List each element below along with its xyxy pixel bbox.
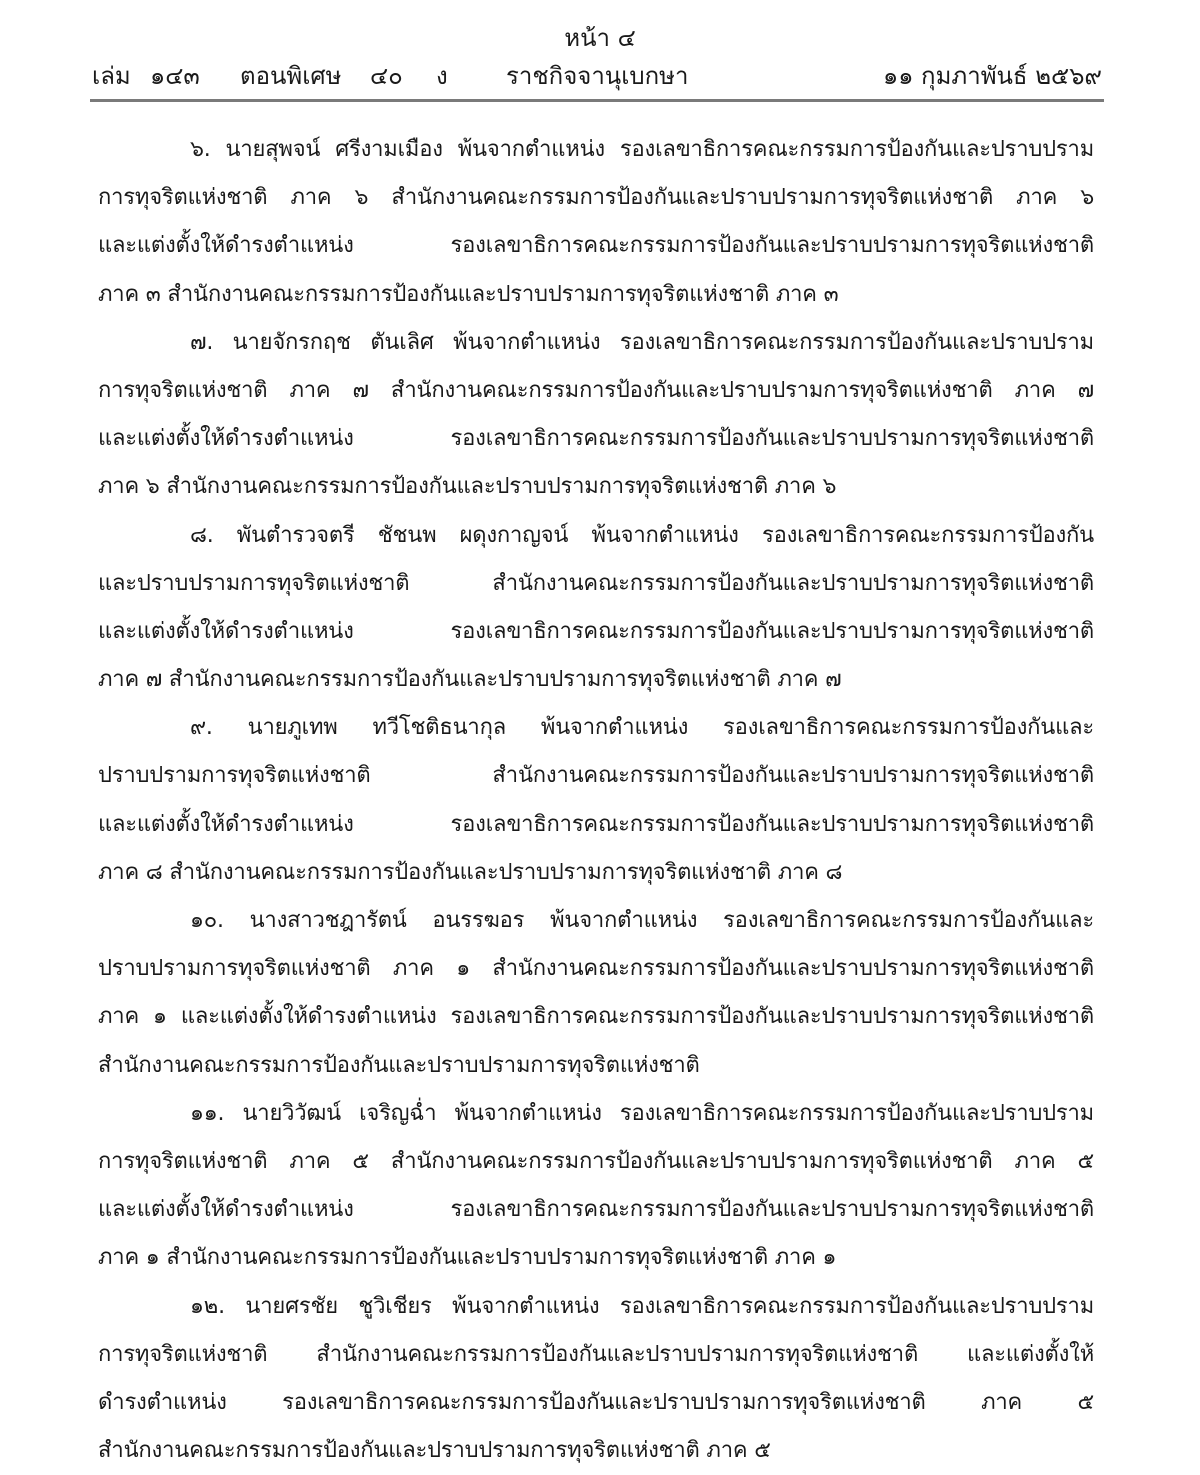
paragraph-line: ปราบปรามการทุจริตแห่งชาติ สำนักงานคณะกรรมการป้องกันและปราบปรามการทุจริตแห่งชาติ (98, 752, 1094, 800)
paragraph-line: และแต่งตั้งให้ดำรงตำแหน่ง รองเลขาธิการคณะกรรมการป้องกันและปราบปรามการทุจริตแห่งชาติ (98, 801, 1094, 849)
paragraph-line: ๑๐. นางสาวชฎารัตน์ อนรรฆอร พ้นจากตำแหน่ง รองเลขาธิการคณะกรรมการป้องกันและ (98, 897, 1094, 945)
document-body (98, 126, 1094, 1475)
paragraph-line: สำนักงานคณะกรรมการป้องกันและปราบปรามการทุจริตแห่งชาติ (98, 1042, 1094, 1090)
paragraph-line: การทุจริตแห่งชาติ ภาค ๕ สำนักงานคณะกรรมการป้องกันและปราบปรามการทุจริตแห่งชาติ ภาค ๕ (98, 1138, 1094, 1186)
publication-date: ๑๑ กุมภาพันธ์ ๒๕๖๙ (883, 58, 1102, 94)
section-number: ๔๐ (370, 58, 403, 94)
paragraph-line: สำนักงานคณะกรรมการป้องกันและปราบปรามการทุจริตแห่งชาติ ภาค ๕ (98, 1427, 1094, 1475)
paragraph-item-11 (98, 1090, 1094, 1283)
paragraph-line: ดำรงตำแหน่ง รองเลขาธิการคณะกรรมการป้องกันและปราบปรามการทุจริตแห่งชาติ ภาค ๕ (98, 1379, 1094, 1427)
paragraph-line: ภาค ๘ สำนักงานคณะกรรมการป้องกันและปราบปรามการทุจริตแห่งชาติ ภาค ๘ (98, 849, 1094, 897)
paragraph-item-6 (98, 126, 1094, 319)
paragraph-line: และแต่งตั้งให้ดำรงตำแหน่ง รองเลขาธิการคณะกรรมการป้องกันและปราบปรามการทุจริตแห่งชาติ (98, 1186, 1094, 1234)
paragraph-line: การทุจริตแห่งชาติ ภาค ๗ สำนักงานคณะกรรมการป้องกันและปราบปรามการทุจริตแห่งชาติ ภาค ๗ (98, 367, 1094, 415)
gazette-title: ราชกิจจานุเบกษา (506, 58, 688, 94)
section-label: ตอนพิเศษ (240, 58, 341, 94)
paragraph-line: ๙. นายภูเทพ ทวีโชติธนากุล พ้นจากตำแหน่ง รองเลขาธิการคณะกรรมการป้องกันและ (98, 704, 1094, 752)
gazette-header (92, 58, 1102, 94)
header-divider (90, 99, 1104, 102)
paragraph-line: ปราบปรามการทุจริตแห่งชาติ ภาค ๑ สำนักงานคณะกรรมการป้องกันและปราบปรามการทุจริตแห่งชาติ (98, 945, 1094, 993)
paragraph-line: และแต่งตั้งให้ดำรงตำแหน่ง รองเลขาธิการคณะกรรมการป้องกันและปราบปรามการทุจริตแห่งชาติ (98, 222, 1094, 270)
volume-label: เล่ม (92, 58, 131, 94)
paragraph-item-7 (98, 319, 1094, 512)
paragraph-line: ๑๑. นายวิวัฒน์ เจริญฉ่ำ พ้นจากตำแหน่ง รองเลขาธิการคณะกรรมการป้องกันและปราบปราม (98, 1090, 1094, 1138)
paragraph-item-10 (98, 897, 1094, 1090)
paragraph-line: ๗. นายจักรกฤช ตันเลิศ พ้นจากตำแหน่ง รองเลขาธิการคณะกรรมการป้องกันและปราบปราม (98, 319, 1094, 367)
paragraph-line: ๘. พันตำรวจตรี ชัชนพ ผดุงกาญจน์ พ้นจากตำแหน่ง รองเลขาธิการคณะกรรมการป้องกัน (98, 512, 1094, 560)
paragraph-line: ๖. นายสุพจน์ ศรีงามเมือง พ้นจากตำแหน่ง รองเลขาธิการคณะกรรมการป้องกันและปราบปราม (98, 126, 1094, 174)
paragraph-line: ภาค ๖ สำนักงานคณะกรรมการป้องกันและปราบปรามการทุจริตแห่งชาติ ภาค ๖ (98, 463, 1094, 511)
paragraph-line: และแต่งตั้งให้ดำรงตำแหน่ง รองเลขาธิการคณะกรรมการป้องกันและปราบปรามการทุจริตแห่งชาติ (98, 608, 1094, 656)
paragraph-line: ภาค ๑ และแต่งตั้งให้ดำรงตำแหน่ง รองเลขาธิการคณะกรรมการป้องกันและปราบปรามการทุจริตแห่งชาติ (98, 993, 1094, 1041)
paragraph-line: ภาค ๑ สำนักงานคณะกรรมการป้องกันและปราบปรามการทุจริตแห่งชาติ ภาค ๑ (98, 1234, 1094, 1282)
paragraph-line: ภาค ๓ สำนักงานคณะกรรมการป้องกันและปราบปรามการทุจริตแห่งชาติ ภาค ๓ (98, 271, 1094, 319)
paragraph-line: ภาค ๗ สำนักงานคณะกรรมการป้องกันและปราบปรามการทุจริตแห่งชาติ ภาค ๗ (98, 656, 1094, 704)
page-number: หน้า ๔ (0, 20, 1200, 56)
paragraph-item-9 (98, 704, 1094, 897)
paragraph-line: การทุจริตแห่งชาติ สำนักงานคณะกรรมการป้องกันและปราบปรามการทุจริตแห่งชาติ และแต่งตั้งให้ (98, 1331, 1094, 1379)
volume-number: ๑๔๓ (150, 58, 200, 94)
paragraph-line: ๑๒. นายศรชัย ชูวิเชียร พ้นจากตำแหน่ง รองเลขาธิการคณะกรรมการป้องกันและปราบปราม (98, 1283, 1094, 1331)
paragraph-line: การทุจริตแห่งชาติ ภาค ๖ สำนักงานคณะกรรมการป้องกันและปราบปรามการทุจริตแห่งชาติ ภาค ๖ (98, 174, 1094, 222)
paragraph-item-12 (98, 1283, 1094, 1475)
paragraph-line: และปราบปรามการทุจริตแห่งชาติ สำนักงานคณะกรรมการป้องกันและปราบปรามการทุจริตแห่งชาติ (98, 560, 1094, 608)
paragraph-line: และแต่งตั้งให้ดำรงตำแหน่ง รองเลขาธิการคณะกรรมการป้องกันและปราบปรามการทุจริตแห่งชาติ (98, 415, 1094, 463)
part-letter: ง (436, 58, 448, 94)
paragraph-item-8 (98, 512, 1094, 705)
